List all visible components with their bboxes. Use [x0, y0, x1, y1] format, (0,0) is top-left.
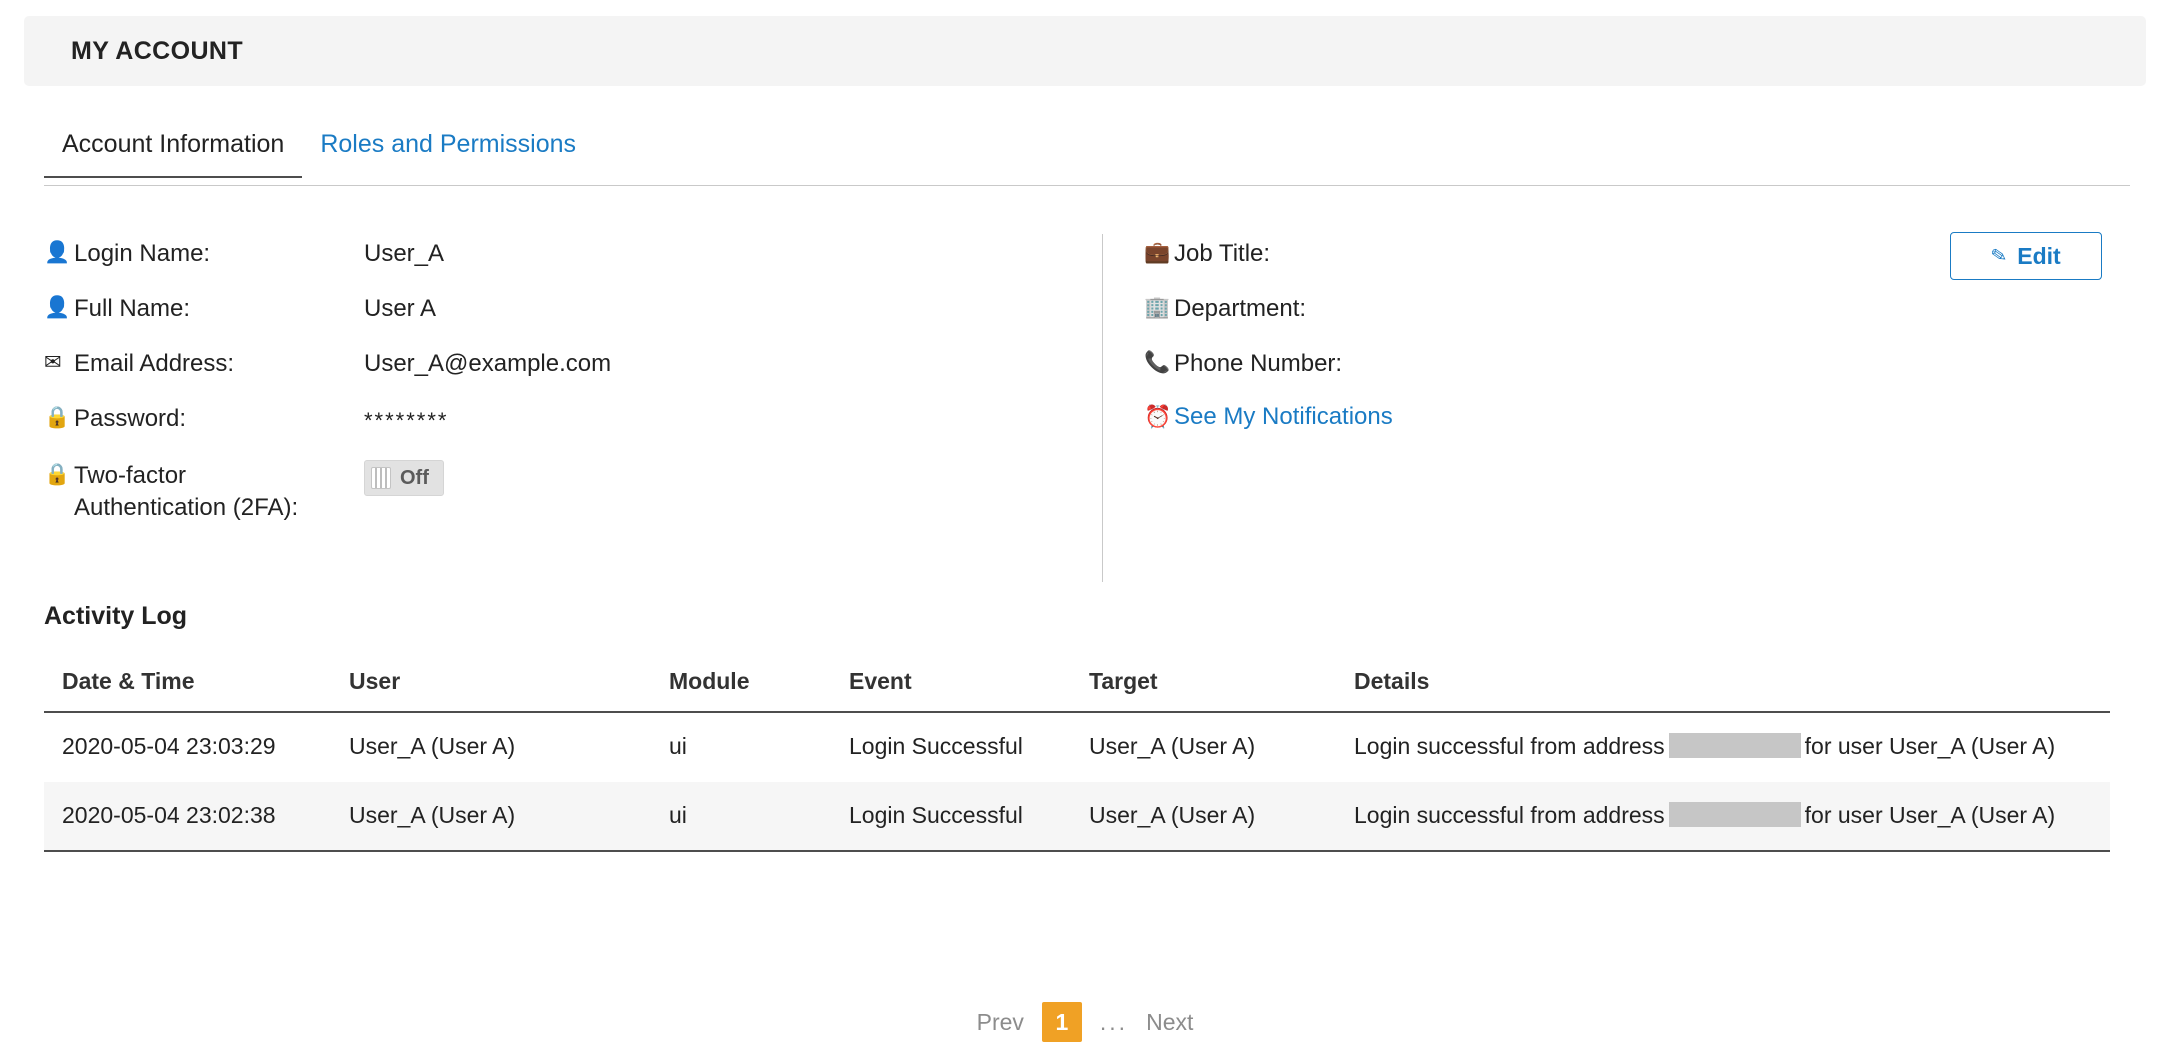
user-icon: 👤	[44, 241, 71, 264]
alarm-clock-icon: ⏰	[1144, 404, 1172, 429]
briefcase-icon: 💼	[1144, 241, 1171, 264]
cell-date-time: 2020-05-04 23:03:29	[62, 733, 276, 759]
tab-account-information[interactable]: Account Information	[44, 130, 302, 178]
account-right-column	[1144, 238, 2104, 431]
activity-log-table	[44, 660, 2110, 852]
tab-bar	[44, 130, 2130, 186]
pencil-icon: ✎	[1989, 244, 2009, 268]
field-label: Job Title:	[1174, 240, 1271, 267]
column-header-module: Module	[669, 660, 849, 712]
toggle-state-label: Off	[400, 466, 429, 489]
cell-user: User_A (User A)	[349, 733, 516, 759]
column-header-user: User	[349, 660, 669, 712]
pagination-ellipsis: ...	[1099, 1008, 1129, 1035]
edit-button-label: Edit	[2017, 242, 2061, 269]
activity-log-title: Activity Log	[44, 602, 188, 630]
table-row	[44, 782, 2110, 852]
column-header-date-time: Date & Time	[44, 660, 349, 712]
details-text-after: for user User_A (User A)	[1804, 733, 2056, 759]
two-factor-toggle[interactable]	[364, 460, 444, 496]
pagination	[0, 1002, 2170, 1042]
page-header	[24, 16, 2146, 86]
field-value-full-name: User A	[364, 295, 437, 322]
toggle-grip-icon	[371, 467, 391, 489]
field-full-name	[44, 293, 1054, 327]
field-label: Email Address:	[74, 350, 235, 377]
cell-module: ui	[669, 782, 849, 852]
cell-event: Login Successful	[849, 782, 1089, 852]
field-label: Phone Number:	[1174, 350, 1343, 377]
column-header-details: Details	[1354, 660, 2110, 712]
field-password	[44, 403, 1054, 439]
cell-user: User_A (User A)	[349, 782, 669, 852]
field-label: Full Name:	[74, 295, 191, 322]
field-login-name	[44, 238, 1054, 272]
table-row	[44, 712, 2110, 782]
cell-date-time: 2020-05-04 23:02:38	[44, 782, 349, 852]
cell-target: User_A (User A)	[1089, 782, 1354, 852]
details-text-before: Login successful from address	[1354, 801, 1665, 828]
see-my-notifications-label: See My Notifications	[1174, 403, 1393, 430]
cell-details	[1354, 712, 2110, 782]
field-value-login-name: User_A	[364, 240, 445, 267]
account-information-panel	[44, 238, 2130, 578]
lock-icon: 🔒	[44, 406, 71, 429]
see-my-notifications-link[interactable]	[1144, 403, 2104, 431]
field-value-email-address: User_A@example.com	[364, 350, 612, 377]
field-two-factor-authentication	[44, 460, 1054, 524]
table-header-row	[44, 660, 2110, 712]
field-label-2fa	[74, 460, 364, 524]
phone-icon: 📞	[1144, 351, 1171, 374]
field-email-address	[44, 348, 1054, 382]
cell-event: Login Successful	[849, 733, 1023, 759]
field-label: Login Name:	[74, 240, 211, 267]
details-text-after: for user User_A (User A)	[1804, 801, 2056, 828]
building-icon: 🏢	[1144, 296, 1171, 319]
pagination-prev[interactable]: Prev	[976, 1008, 1024, 1035]
details-text-before: Login successful from address	[1354, 733, 1665, 759]
cell-module: ui	[669, 733, 687, 759]
cell-target: User_A (User A)	[1089, 733, 1256, 759]
column-header-event: Event	[849, 660, 1089, 712]
cell-details	[1354, 782, 2110, 852]
field-phone-number	[1144, 348, 2104, 382]
pagination-next[interactable]: Next	[1146, 1008, 1194, 1035]
field-label: Department:	[1174, 295, 1307, 322]
pagination-page-1[interactable]: 1	[1042, 1002, 1082, 1042]
page-title: MY ACCOUNT	[71, 36, 244, 65]
envelope-icon: ✉	[44, 351, 62, 374]
tab-roles-and-permissions[interactable]: Roles and Permissions	[320, 130, 577, 158]
redacted-address	[1669, 802, 1801, 827]
column-divider	[1102, 234, 1103, 582]
edit-button[interactable]	[1950, 232, 2102, 280]
field-label: Password:	[74, 405, 187, 432]
field-label-2fa-line2: Authentication (2FA):	[74, 494, 299, 521]
redacted-address	[1669, 733, 1801, 758]
lock-icon: 🔒	[44, 463, 71, 486]
user-icon: 👤	[44, 296, 71, 319]
field-value-password: ********	[364, 408, 449, 433]
field-label-2fa-line1: Two-factor	[74, 462, 187, 489]
field-department	[1144, 293, 2104, 327]
account-left-column	[44, 238, 1054, 545]
column-header-target: Target	[1089, 660, 1354, 712]
